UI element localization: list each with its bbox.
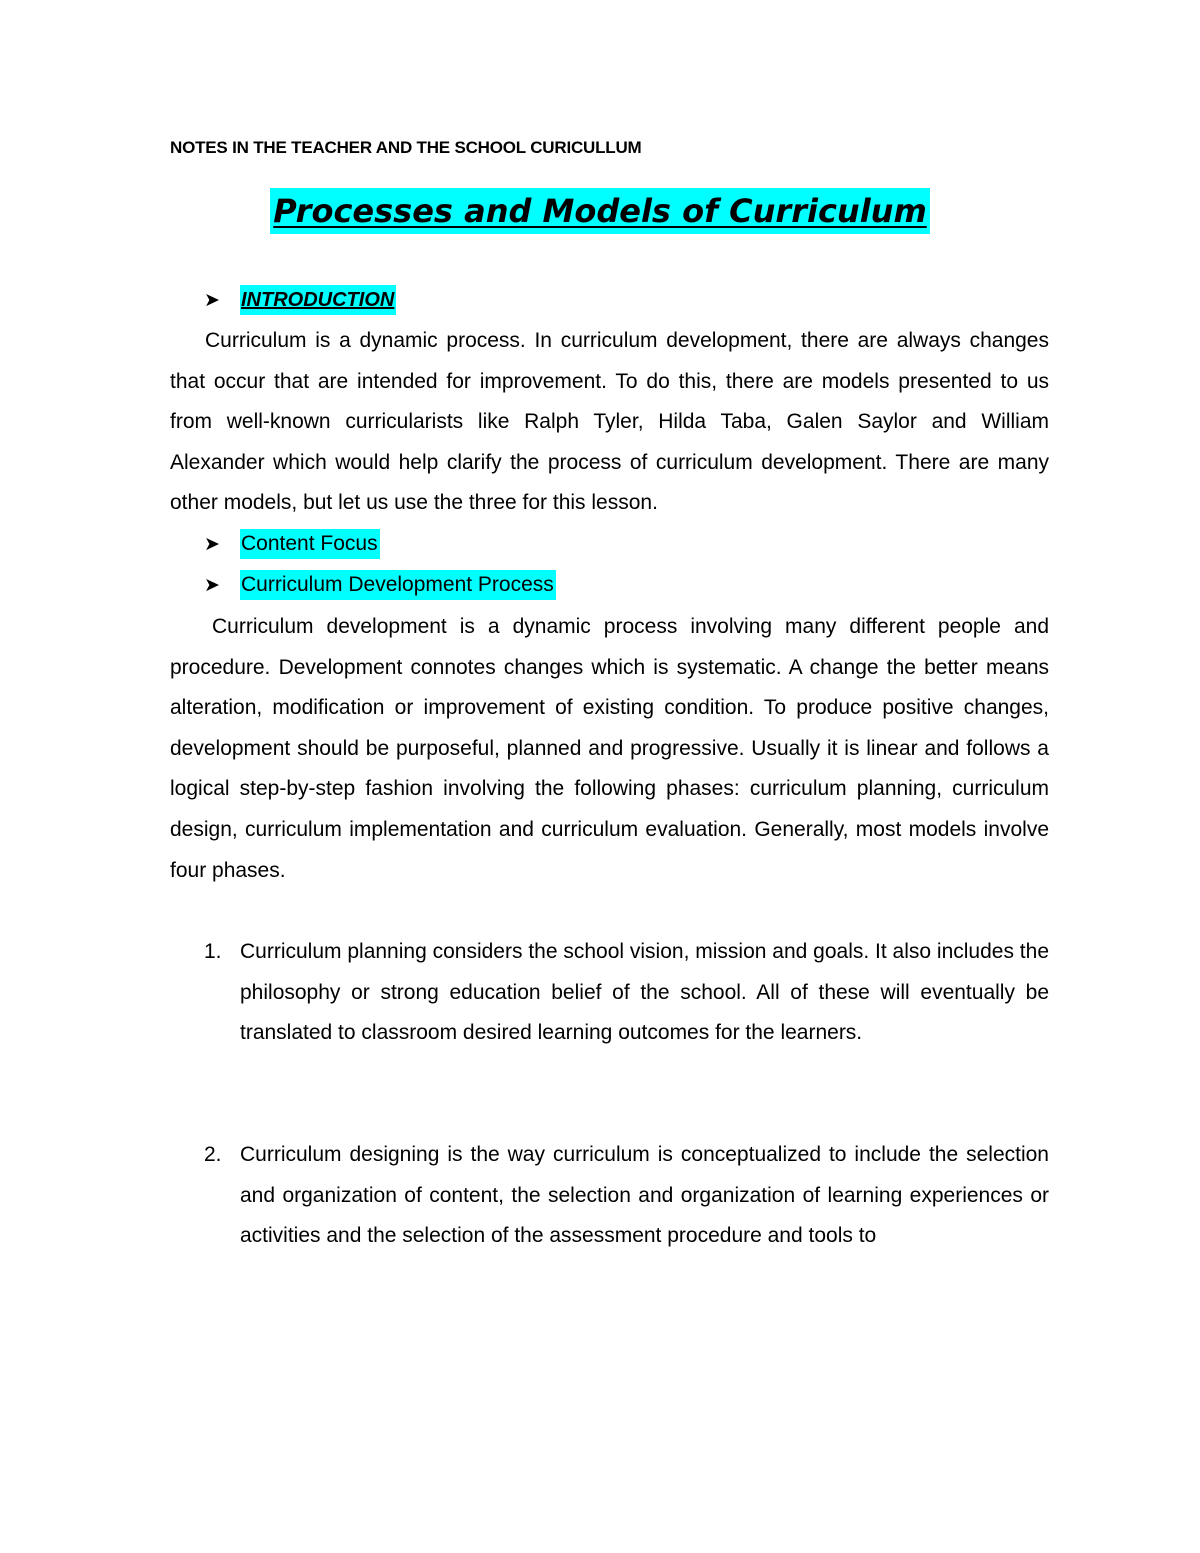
arrow-bullet-icon: ➤ <box>204 575 220 596</box>
list-number: 2. <box>204 1143 222 1166</box>
title-container <box>0 188 1200 234</box>
list-item-text: Curriculum designing is the way curriculum is conceptualized to include the selection and organization of content, the selection and organization of learning experiences or activities and the selection of the assessment procedure and tools to <box>240 1143 1049 1248</box>
bullet-development-process <box>204 570 556 600</box>
list-item <box>170 1135 1049 1257</box>
development-process-paragraph: Curriculum development is a dynamic process involving many different people and procedure. Development connotes changes which is systematic. A change the better means alteration, modification or improvement of existing condition. To produce positive changes, development should be purposeful, planned and progressive. Usually it is linear and follows a logical step-by-step fashion involving the following phases: curriculum planning, curriculum design, curriculum implementation and curriculum evaluation. Generally, most models involve four phases. <box>170 615 1049 882</box>
arrow-bullet-icon: ➤ <box>204 534 220 555</box>
document-title: Processes and Models of Curriculum <box>270 188 930 234</box>
document-header: NOTES IN THE TEACHER AND THE SCHOOL CURICULLUM <box>170 138 642 157</box>
list-item <box>170 932 1049 1054</box>
list-number: 1. <box>204 940 222 963</box>
development-process-heading: Curriculum Development Process <box>240 570 556 600</box>
bullet-introduction <box>204 285 396 315</box>
list-item-text: Curriculum planning considers the school vision, mission and goals. It also includes the philosophy or strong education belief of the school. All of these will eventually be translated to classroom desired learning outcomes for the learners. <box>240 940 1049 1045</box>
arrow-bullet-icon: ➤ <box>204 290 220 311</box>
introduction-paragraph: Curriculum is a dynamic process. In curriculum development, there are always changes that occur that are intended for improvement. To do this, there are models presented to us from well-known curricularists like Ralph Tyler, Hilda Taba, Galen Saylor and William Alexander which would help clarify the process of curriculum development. There are many other models, but let us use the three for this lesson. <box>170 329 1049 515</box>
bullet-content-focus <box>204 529 380 559</box>
introduction-heading: INTRODUCTION <box>240 285 396 315</box>
content-focus-heading: Content Focus <box>240 529 380 559</box>
